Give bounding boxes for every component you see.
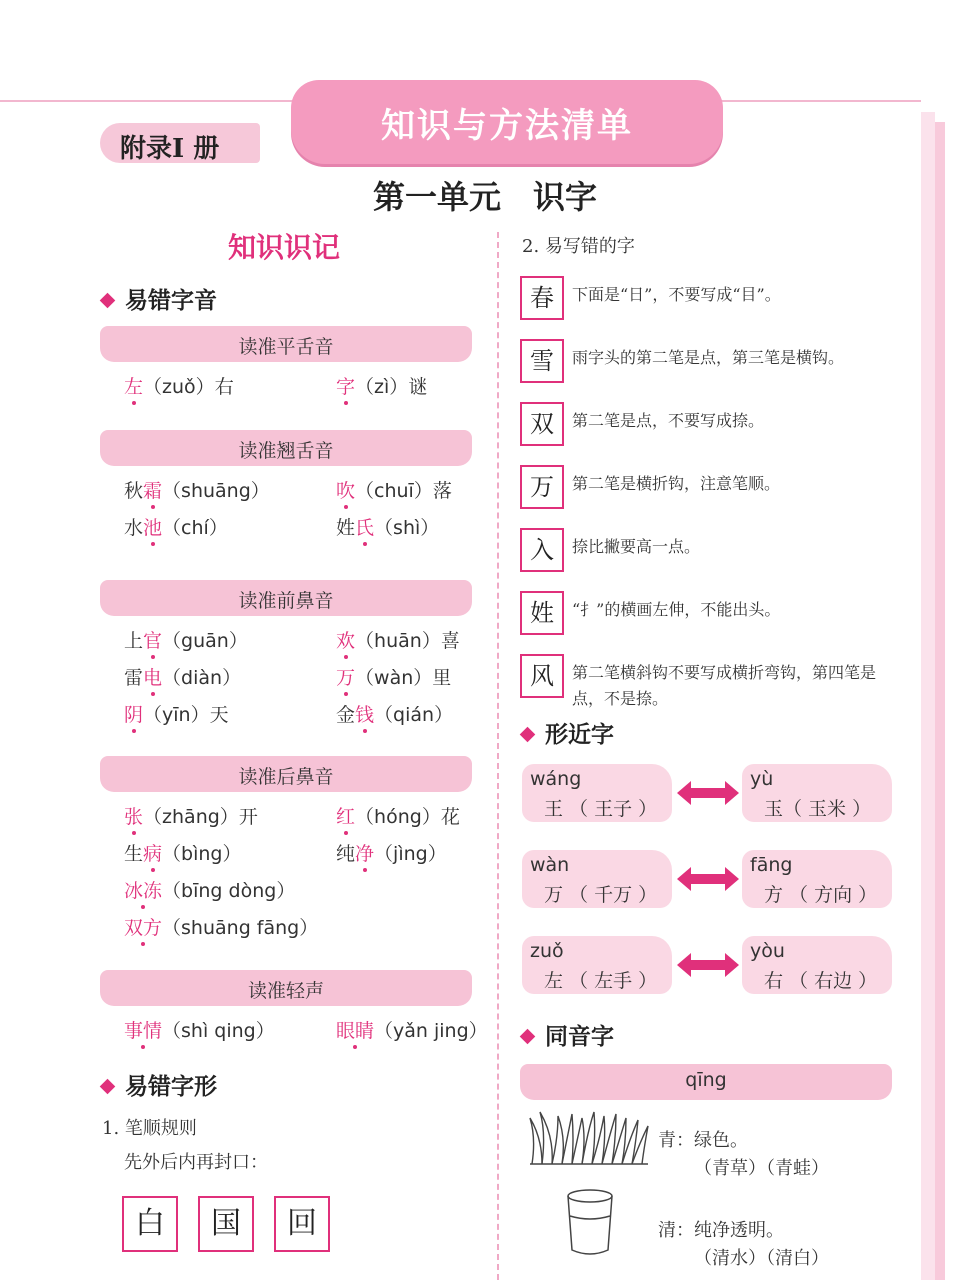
char: 右: [214, 376, 234, 398]
word-item: [336, 802, 460, 829]
banner-title: 知识与方法清单: [381, 106, 633, 146]
homophone-def-2: 清：纯净透明。: [658, 1220, 784, 1241]
paren: ）: [427, 843, 447, 865]
highlight-char: 阴: [124, 704, 144, 726]
diamond-icon: [520, 727, 536, 743]
char: 秋: [124, 480, 144, 502]
word-item: [124, 476, 270, 503]
paren: （: [355, 480, 375, 502]
pinyin: zì: [374, 376, 390, 398]
paren: ）: [208, 517, 228, 539]
group-label: 读准翘舌音: [238, 440, 334, 462]
paren: ）: [468, 1020, 488, 1042]
paren: （: [143, 704, 163, 726]
paren: （: [162, 880, 182, 902]
heading-text: 易错字音: [125, 287, 217, 314]
pinyin: huān: [374, 630, 422, 652]
paren: ）: [276, 880, 296, 902]
word-item: [336, 513, 439, 540]
paren: ）: [190, 704, 210, 726]
char-box: 万: [520, 465, 564, 509]
word-item: [124, 626, 248, 653]
group-label: 读准平舌音: [238, 336, 334, 358]
char-box: 入: [520, 528, 564, 572]
highlight-char: 字: [336, 376, 356, 398]
char: 里: [432, 667, 452, 689]
word-item: [124, 372, 234, 399]
highlight-char: 官: [143, 630, 163, 652]
paren: ）: [389, 376, 409, 398]
paren: （: [374, 517, 394, 539]
pinyin: shuāng: [181, 480, 251, 502]
group-label: 读准后鼻音: [238, 766, 334, 788]
highlight-char: 事情: [124, 1020, 163, 1042]
paren: （: [162, 843, 182, 865]
heading-similar: [522, 716, 614, 749]
water-glass-icon: [562, 1188, 618, 1258]
paren: （: [355, 806, 375, 828]
highlight-char: 霜: [143, 480, 163, 502]
highlight-char: 冰冻: [124, 880, 163, 902]
char-box: 双: [520, 402, 564, 446]
page-edge-shadow: [921, 112, 935, 1280]
paren: ）: [195, 376, 215, 398]
word-item: [124, 913, 318, 940]
char-box: 姓: [520, 591, 564, 635]
paren: （: [162, 480, 182, 502]
char-note: 第二笔横斜钩不要写成横折弯钩，第四笔是点，不是捺。: [572, 663, 877, 708]
word-item: [336, 626, 460, 653]
char: 纯: [336, 843, 356, 865]
paren: （: [355, 376, 375, 398]
diamond-icon: [100, 293, 116, 309]
stroke-rule-title: 1. 笔顺规则: [102, 1118, 197, 1139]
paren: （: [162, 517, 182, 539]
diamond-icon: [100, 1079, 116, 1095]
similar-word: 方 （ 方向 ）: [764, 884, 878, 906]
highlight-char: 电: [143, 667, 163, 689]
appendix-label: 附录Ⅰ 册: [120, 134, 220, 164]
highlight-char: 吹: [336, 480, 356, 502]
word-item: [336, 700, 453, 727]
paren: ）: [420, 517, 440, 539]
heading-text: 形近字: [545, 721, 614, 748]
paren: （: [355, 630, 375, 652]
double-arrow-icon: [677, 953, 739, 977]
similar-word: 左 （ 左手 ）: [544, 970, 658, 992]
homophone-words-2: （清水）（清白）: [694, 1248, 829, 1269]
paren: ）: [219, 806, 239, 828]
homophone-def-1: 青：绿色。: [658, 1130, 748, 1151]
highlight-char: 万: [336, 667, 356, 689]
double-arrow-icon: [677, 781, 739, 805]
highlight-char: 钱: [355, 704, 375, 726]
char-note: 下面是“日”，不要写成“目”。: [572, 285, 781, 304]
similar-pinyin: fāng: [750, 854, 793, 876]
char: 姓: [336, 517, 356, 539]
grass-icon: [528, 1108, 650, 1166]
column-divider: [497, 232, 499, 1280]
word-item: [336, 372, 427, 399]
diamond-icon: [520, 1029, 536, 1045]
pinyin: jìng: [393, 843, 428, 865]
pinyin: shì: [393, 517, 421, 539]
word-item: [124, 802, 258, 829]
word-item: [124, 663, 241, 690]
pinyin: qián: [393, 704, 435, 726]
paren: ）: [222, 667, 242, 689]
char: 花: [440, 806, 460, 828]
word-item: [124, 513, 228, 540]
wrong-chars-title: 2. 易写错的字: [522, 236, 635, 257]
similar-word: 玉（ 玉米 ）: [764, 798, 872, 820]
page-edge-shadow-2: [935, 122, 945, 1280]
highlight-char: 氏: [355, 517, 375, 539]
pinyin: chuī: [374, 480, 414, 502]
char: 落: [432, 480, 452, 502]
similar-word: 右 （ 右边 ）: [764, 970, 878, 992]
paren: ）: [255, 1020, 275, 1042]
highlight-char: 双方: [124, 917, 163, 939]
section-title: 知识识记: [228, 231, 341, 264]
pinyin: shì qing: [181, 1020, 256, 1042]
paren: ）: [434, 704, 454, 726]
pinyin: wàn: [374, 667, 414, 689]
heading-text: 易错字形: [125, 1073, 217, 1100]
heading-text: 同音字: [545, 1023, 614, 1050]
pinyin: guān: [181, 630, 229, 652]
paren: （: [162, 1020, 182, 1042]
word-item: [124, 839, 242, 866]
paren: ）: [222, 843, 242, 865]
char-note: 第二笔是横折钩，注意笔顺。: [572, 474, 781, 493]
paren: （: [374, 1020, 394, 1042]
char-note: 捺比撇要高一点。: [572, 537, 701, 556]
char: 水: [124, 517, 144, 539]
word-item: [124, 1016, 275, 1043]
char-box: 春: [520, 276, 564, 320]
char: 金: [336, 704, 356, 726]
pinyin: bìng: [181, 843, 223, 865]
unit-title: 第一单元 识字: [372, 178, 597, 216]
word-item: [336, 839, 447, 866]
homophone-words-1: （青草）（青蛙）: [694, 1158, 829, 1179]
heading-error-sounds: [102, 282, 217, 315]
paren: ）: [421, 806, 441, 828]
stroke-char-box: 白: [122, 1196, 178, 1252]
paren: ）: [413, 480, 433, 502]
paren: ）: [421, 630, 441, 652]
char-box: 风: [520, 654, 564, 698]
char: 天: [209, 704, 229, 726]
char: 生: [124, 843, 144, 865]
word-item: [124, 700, 229, 727]
double-arrow-icon: [677, 867, 739, 891]
char: 谜: [408, 376, 428, 398]
paren: ）: [299, 917, 319, 939]
highlight-char: 张: [124, 806, 144, 828]
highlight-char: 左: [124, 376, 144, 398]
pinyin: zhāng: [162, 806, 220, 828]
similar-word: 万 （ 千万 ）: [544, 884, 658, 906]
highlight-char: 红: [336, 806, 356, 828]
highlight-char: 净: [355, 843, 375, 865]
heading-homophone: [522, 1018, 614, 1051]
paren: （: [162, 667, 182, 689]
stroke-rule-text: 先外后内再封口：: [124, 1152, 268, 1173]
pinyin: shuāng fāng: [181, 917, 300, 939]
char: 上: [124, 630, 144, 652]
char-box: 雪: [520, 339, 564, 383]
paren: （: [355, 667, 375, 689]
char: 开: [238, 806, 258, 828]
paren: ）: [250, 480, 270, 502]
pinyin: yīn: [162, 704, 191, 726]
pinyin: diàn: [181, 667, 223, 689]
highlight-char: 池: [143, 517, 163, 539]
paren: ）: [228, 630, 248, 652]
stroke-char-box: 回: [274, 1196, 330, 1252]
highlight-char: 眼睛: [336, 1020, 375, 1042]
similar-word: 王 （ 王子 ）: [544, 798, 658, 820]
char-note: 第二笔是点，不要写成捺。: [572, 411, 765, 430]
heading-error-shapes: [102, 1068, 217, 1101]
similar-pinyin: yù: [750, 768, 774, 790]
word-item: [336, 663, 451, 690]
similar-pinyin: wáng: [530, 768, 582, 790]
word-item: [124, 876, 295, 903]
char-note: 雨字头的第二笔是点，第三笔是横钩。: [572, 348, 845, 367]
pinyin: bīng dòng: [181, 880, 277, 902]
paren: （: [162, 917, 182, 939]
word-item: [336, 476, 452, 503]
paren: ）: [413, 667, 433, 689]
pinyin: hóng: [374, 806, 422, 828]
paren: （: [374, 704, 394, 726]
word-item: [336, 1016, 488, 1043]
paren: （: [143, 806, 163, 828]
char-note: “扌”的横画左伸，不能出头。: [572, 600, 781, 619]
char: 雷: [124, 667, 144, 689]
group-label: 读准轻声: [247, 980, 324, 1002]
highlight-char: 病: [143, 843, 163, 865]
similar-pinyin: wàn: [530, 854, 570, 876]
pinyin: zuǒ: [162, 376, 196, 398]
paren: （: [162, 630, 182, 652]
paren: （: [374, 843, 394, 865]
highlight-char: 欢: [336, 630, 356, 652]
stroke-char-box: 国: [198, 1196, 254, 1252]
group-label: 读准前鼻音: [238, 590, 334, 612]
char: 喜: [440, 630, 460, 652]
pinyin: yǎn jing: [393, 1020, 469, 1042]
homophone-pinyin: qīng: [685, 1069, 727, 1091]
paren: （: [143, 376, 163, 398]
similar-pinyin: zuǒ: [530, 940, 564, 962]
pinyin: chí: [181, 517, 209, 539]
similar-pinyin: yòu: [750, 940, 785, 962]
